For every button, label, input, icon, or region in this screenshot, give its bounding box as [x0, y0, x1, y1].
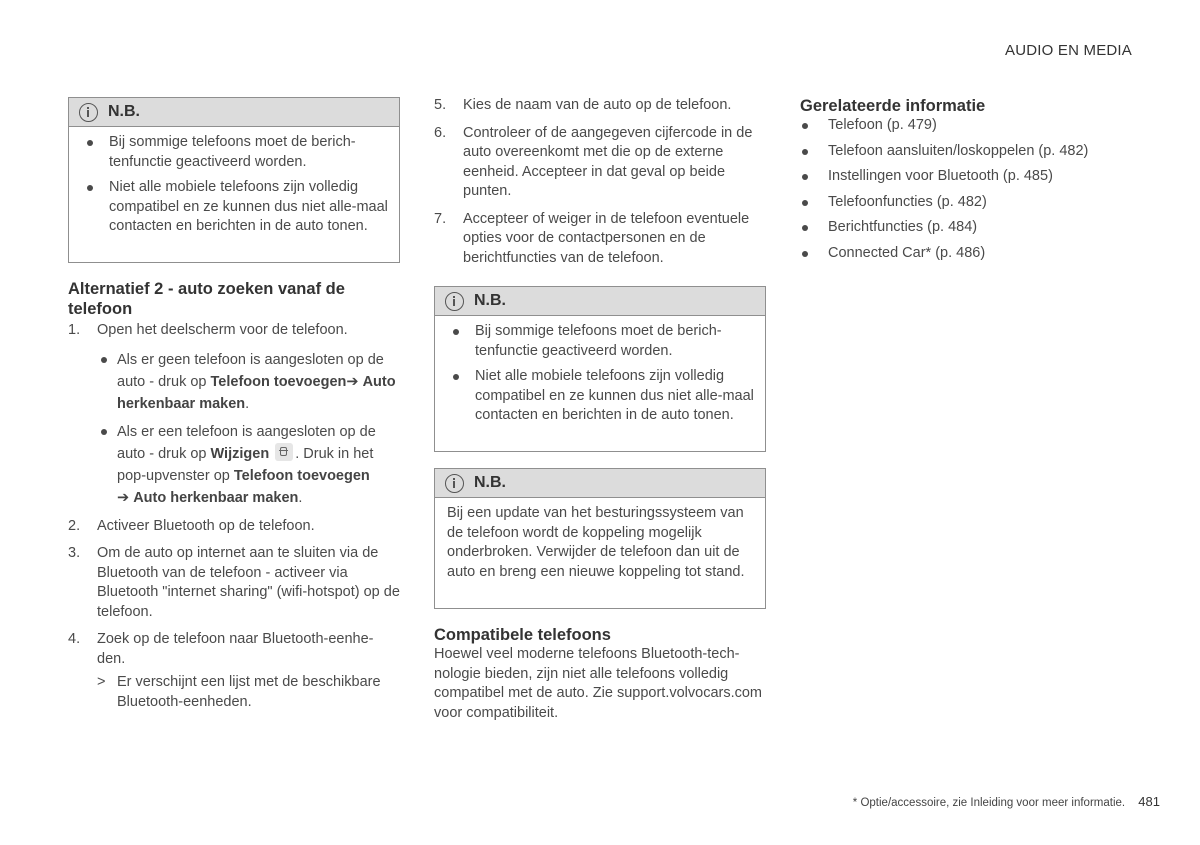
- step-text: Kies de naam van de auto op de telefoon.: [463, 97, 732, 113]
- section-text: Hoewel veel moderne telefoons Bluetooth-tech-nologie bieden, zijn niet alle telefoons volledig compatibel met de auto. Zie support.volvocars.com voor compatibiliteit.: [434, 646, 763, 721]
- sub-text-end: .: [245, 395, 250, 412]
- step-number: 4.: [68, 631, 81, 647]
- info-icon: [445, 292, 464, 311]
- step-6: [434, 124, 766, 202]
- step-text: Accepteer of weiger in de telefoon eventuele opties voor de contactpersonen en de berichtfuncties van de telefoon.: [463, 210, 750, 266]
- sub-item-no-phone: [97, 349, 400, 415]
- step-text: Activeer Bluetooth op de telefoon.: [97, 517, 315, 534]
- note-title: N.B.: [108, 103, 140, 121]
- step-7: [434, 210, 766, 269]
- related-info-section: [800, 96, 1140, 269]
- right-arrow-icon: ➔: [346, 373, 359, 390]
- note-item: Bij sommige telefoons moet de berich-tenfunctie geactiveerd worden.: [81, 133, 389, 172]
- page-number: 481: [1138, 794, 1160, 809]
- step-result: [97, 673, 400, 712]
- section-heading: Compatibele telefoons: [434, 626, 611, 644]
- step-number: 1.: [68, 322, 81, 338]
- note-box-3: [434, 468, 766, 609]
- sub-item-phone-connected: [97, 421, 400, 509]
- note-item: Bij sommige telefoons moet de berich-tenfunctie geactiveerd worden.: [447, 322, 755, 361]
- info-icon: [445, 474, 464, 493]
- step-2: [68, 517, 400, 537]
- related-link[interactable]: Connected Car* (p. 486): [800, 244, 1140, 264]
- step-text: Controleer of de aangegeven cijfercode in de auto overeenkomt met die op de externe eenheid. Accepteer in dat geval op beide punten.: [463, 124, 753, 199]
- right-arrow-icon: ➔: [117, 489, 130, 506]
- step-3: [68, 544, 400, 622]
- result-marker: >: [97, 674, 106, 690]
- section-header: AUDIO EN MEDIA: [1005, 42, 1132, 59]
- step-number: 5.: [434, 97, 447, 113]
- sub-text: Als er een telefoon is aangesloten op de auto - druk op: [117, 423, 376, 462]
- info-icon: [79, 103, 98, 122]
- ui-label-add-phone: Telefoon toevoegen: [233, 467, 370, 484]
- ui-label-change: Wijzigen: [210, 445, 270, 462]
- ui-label-discoverable: Auto herkenbaar maken: [117, 373, 396, 412]
- sub-text: Als er geen telefoon is aangesloten op de auto - druk op: [117, 351, 384, 390]
- step-number: 2.: [68, 517, 81, 534]
- footnote: * Optie/accessoire, zie Inleiding voor meer informatie.: [852, 797, 1126, 809]
- step-text: Open het deelscherm voor de telefoon.: [97, 322, 348, 338]
- step-1: [68, 321, 400, 341]
- note-title: N.B.: [474, 292, 506, 310]
- page-footer: [853, 792, 1160, 814]
- note-text: Bij een update van het besturingssysteem van de telefoon wordt de koppeling mogelijk onderbroken. Verwijder de telefoon dan uit de auto en breng een nieuwe koppeling tot stand.: [447, 505, 745, 580]
- compatible-phones-section: [434, 625, 766, 723]
- sub-text-mid: . Druk in het pop-upvenster op: [117, 445, 374, 484]
- alternative-2-section: [68, 279, 400, 712]
- ui-label-add-phone: Telefoon toevoegen: [210, 373, 347, 390]
- step-4: [68, 630, 400, 669]
- steps-continued: [434, 96, 766, 276]
- edit-icon: [275, 443, 293, 461]
- note-box-1: [68, 97, 400, 263]
- step-number: 6.: [434, 124, 447, 141]
- related-link[interactable]: Instellingen voor Bluetooth (p. 485): [800, 167, 1140, 187]
- step-text: Om de auto op internet aan te sluiten via de Bluetooth van de telefoon - activeer via Bluetooth "internet sharing" (wifi-hotspot) op de telefoon.: [97, 545, 400, 620]
- step-text: Zoek op de telefoon naar Bluetooth-eenhe-den.: [97, 631, 374, 667]
- note-item: Niet alle mobiele telefoons zijn volledig compatibel en ze kunnen dus niet alle-maal contacten en berichten in de auto tonen.: [81, 178, 389, 237]
- related-link[interactable]: Telefoon aansluiten/loskoppelen (p. 482): [800, 142, 1140, 162]
- note-item: Niet alle mobiele telefoons zijn volledig compatibel en ze kunnen dus niet alle-maal contacten en berichten in de auto tonen.: [447, 367, 755, 426]
- related-link[interactable]: Telefoon (p. 479): [800, 116, 1140, 136]
- result-text: Er verschijnt een lijst met de beschikbare Bluetooth-eenheden.: [117, 674, 381, 710]
- related-link[interactable]: Telefoonfuncties (p. 482): [800, 193, 1140, 213]
- step-5: [434, 96, 766, 116]
- note-box-2: [434, 286, 766, 452]
- step-number: 7.: [434, 210, 447, 227]
- sub-text-end: .: [298, 489, 303, 506]
- related-link[interactable]: Berichtfuncties (p. 484): [800, 218, 1140, 238]
- step-number: 3.: [68, 545, 81, 561]
- section-heading: Alternatief 2 - auto zoeken vanaf de telefoon: [68, 280, 345, 318]
- note-title: N.B.: [474, 474, 506, 492]
- section-heading: Gerelateerde informatie: [800, 97, 986, 115]
- ui-label-discoverable: Auto herkenbaar maken: [133, 489, 299, 506]
